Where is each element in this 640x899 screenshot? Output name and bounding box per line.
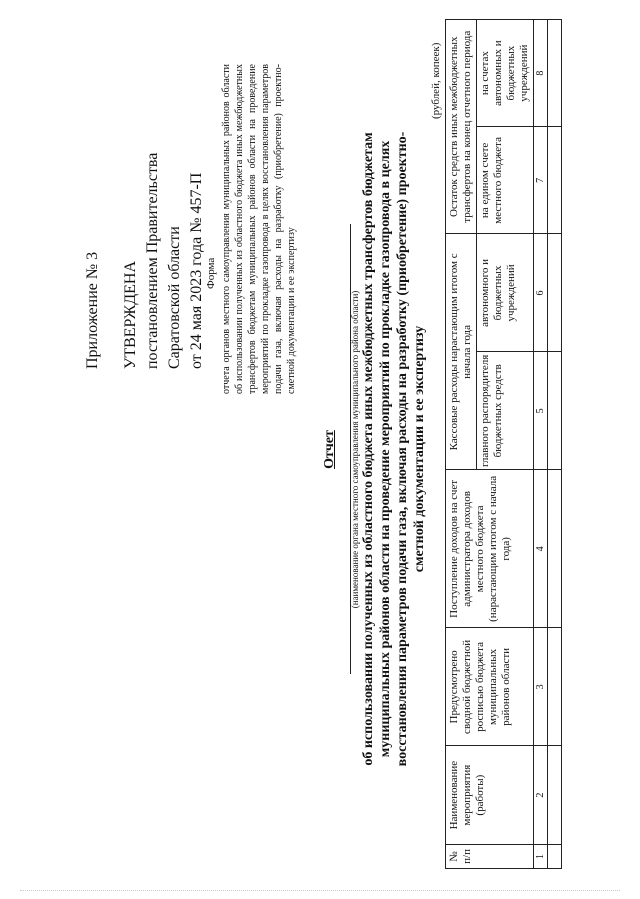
col-header-expenses-main: главного распорядителя бюджетных средств [477,352,534,470]
table-cell [548,628,562,746]
report-title: Отчет [322,430,337,469]
col-header-expenses: Кассовые расходы нарастающим итогом с начала года [446,234,477,470]
col-header-num: № п/п [446,844,534,868]
table-cell [548,746,562,845]
column-number: 6 [534,234,548,352]
column-number: 7 [534,127,548,234]
approved-label: УТВЕРЖДЕНА [122,260,139,369]
table-cell [548,234,562,352]
org-caption: (наименование органа местного самоуправления муниципального района области) [350,290,360,609]
col-header-expenses-auto: автономного и бюджетных учреждений [477,234,534,352]
report-subtitle: об использовании полученных из областного бюджета иных межбюджетных трансфертов бюджетам муниципальных районов области на проведение мероприятий по прокладке газопровода в целях восстановления параметров подачи газа, включая расходы на разработку (приобретение) проектно-сметной документации и ее экспертизу [361,131,427,767]
report-table [445,19,562,869]
table-cell [548,20,562,127]
units-note: (рублей, копеек) [430,42,442,119]
col-header-balance-accounts: на счетах автономных и бюджетных учреждений [477,20,534,127]
col-header-planned: Предусмотрено сводной бюджетной росписью бюджета муниципальных районов области [446,628,534,746]
approved-date: от 24 мая 2023 года № 457-П [188,172,205,369]
approved-by: постановлением Правительства [144,152,161,369]
table-header-row [446,20,477,869]
column-number-row [534,20,548,869]
column-number: 4 [534,470,548,628]
column-number: 5 [534,352,548,470]
table-cell [548,127,562,234]
table-cell [548,352,562,470]
col-header-income: Поступление доходов на счет администратора доходов местного бюджета (нарастающим итогом с начала года) [446,470,534,628]
scan-edge [20,889,620,891]
approved-region: Саратовской области [166,226,183,369]
table-row [548,20,562,869]
col-header-balance: Остаток средств иных межбюджетных трансфертов на конец отчетного периода [446,20,477,234]
table-cell [548,844,562,868]
column-number: 1 [534,844,548,868]
approval-block [120,153,208,369]
form-description: отчета органов местного самоуправления муниципальных районов области об использовании полученных из областного бюджета иных межбюджетных трансфертов бюджетам муниципальных районов области на проведение мероприятий по прокладке газопровода в целях восстановления параметров подачи газа, включая расходы на разработку (приобретение) проектно-сметной документации и ее экспертизу [221,64,297,394]
column-number: 2 [534,746,548,845]
column-number: 8 [534,20,548,127]
form-label: Форма [205,257,217,289]
col-header-name: Наименование мероприятия (работы) [446,746,534,845]
appendix-number: Приложение № 3 [84,251,101,369]
col-header-balance-single: на едином счете местного бюджета [477,127,534,234]
column-number: 3 [534,628,548,746]
table-cell [548,470,562,628]
